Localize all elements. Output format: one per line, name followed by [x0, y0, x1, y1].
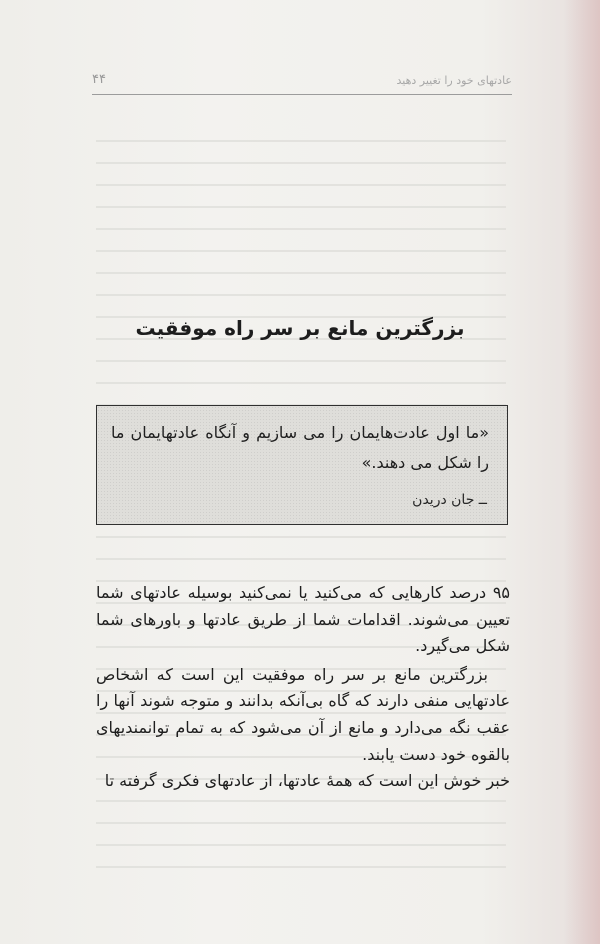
running-head: عادتهای خود را تغییر دهید	[396, 74, 512, 87]
paragraph-3: خبر خوش این است که همهٔ عادتها، از عادتهای فکری گرفته تا	[104, 771, 510, 791]
section-title: بزرگترین مانع بر سر راه موفقیت	[135, 316, 465, 340]
page-number: ۴۴	[92, 72, 106, 87]
quote-box	[96, 405, 508, 525]
body-text	[96, 580, 510, 795]
paragraph-2: بزرگترین مانع بر سر راه موفقیت این است که اشخاص عادتهایی منفی دارند که گاه بی‌آنکه بدانند و متوجه شوند آنها را عقب نگه می‌دارد و مانع از آن می‌شود که به تمام توانمندیهای بالقوه خود دست یابند.	[96, 664, 510, 764]
paragraph-1: ۹۵ درصد کارهایی که می‌کنید یا نمی‌کنید بوسیله عادتهای شما تعیین می‌شوند. اقدامات شما از طریق عادتها و باورهای شما شکل می‌گیرد.	[96, 583, 510, 656]
quote-author: ــ جان دریدن	[412, 492, 487, 508]
quote-text: «ما اول عادت‌هایمان را می سازیم و آنگاه عادتهایمان ما را شکل می دهند.»	[111, 423, 489, 472]
page-edge-shadow	[564, 0, 600, 944]
page-header	[92, 72, 512, 95]
